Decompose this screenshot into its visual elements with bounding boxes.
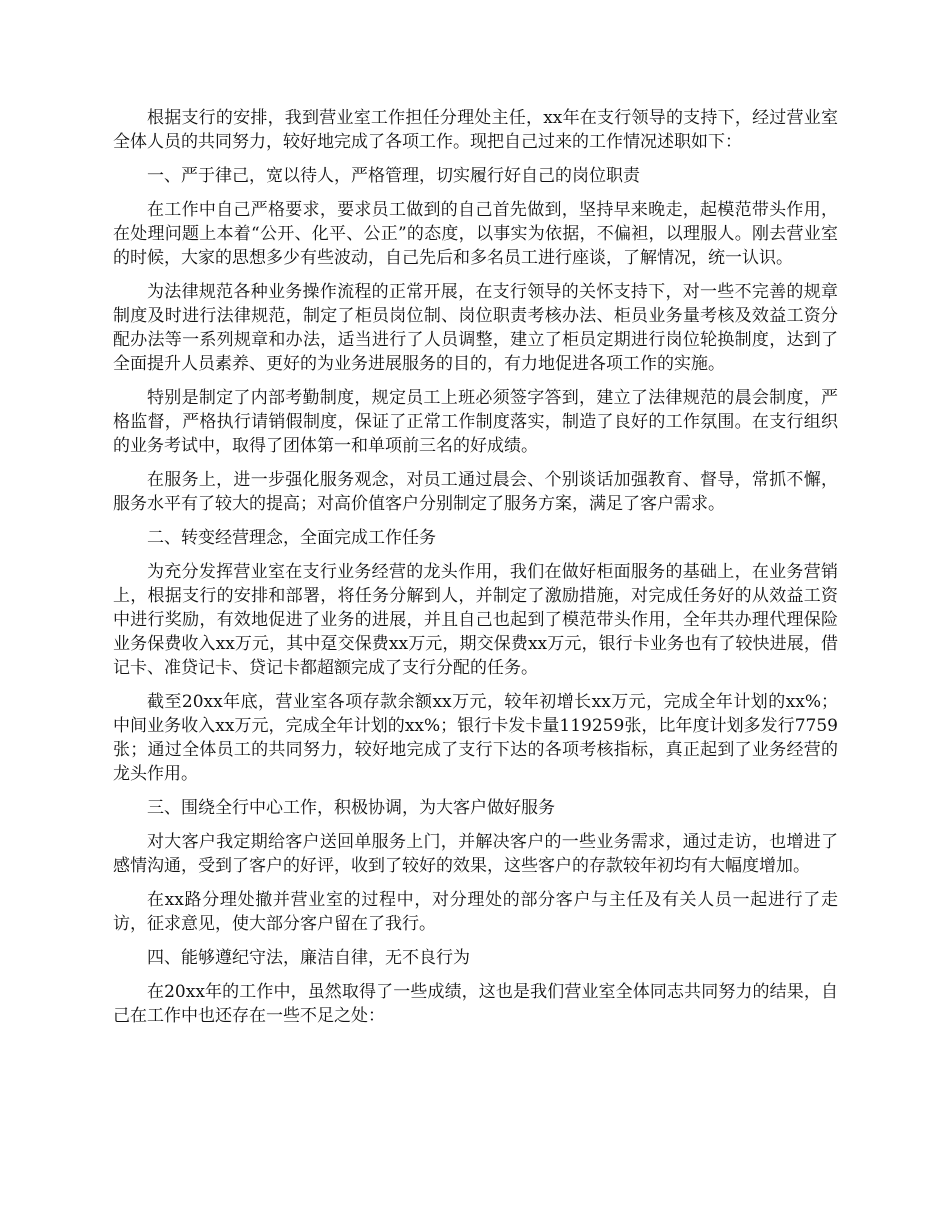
document-body xyxy=(113,106,838,1038)
paragraph: 在工作中自己严格要求，要求员工做到的自己首先做到，坚持早来晚走，起模范带头作用，在处理问题上本着“公开、化平、公正”的态度，以事实为依据，不偏袒，以理服人。刚去营业室的时候，大家的思想多少有些波动，自己先后和多名员工进行座谈，了解情况，统一认识。 xyxy=(113,200,838,268)
section-heading-2: 二、转变经营理念，全面完成工作任务 xyxy=(147,528,436,548)
paragraph: 对大客户我定期给客户送回单服务上门，并解决客户的一些业务需求，通过走访，也增进了感情沟通，受到了客户的好评，收到了较好的效果，这些客户的存款较年初均有大幅度增加。 xyxy=(113,832,838,876)
paragraph: 在服务上，进一步强化服务观念，对员工通过晨会、个别谈话加强教育、督导，常抓不懈，服务水平有了较大的提高；对高价值客户分别制定了服务方案，满足了客户需求。 xyxy=(113,470,838,514)
paragraph: 为法律规范各种业务操作流程的正常开展，在支行领导的关怀支持下，对一些不完善的规章制度及时进行法律规范，制定了柜员岗位制、岗位职责考核办法、柜员业务量考核及效益工资分配办法等一系列规章和办法，适当进行了人员调整，建立了柜员定期进行岗位轮换制度，达到了全面提升人员素养、更好的为业务进展服务的目的，有力地促进各项工作的实施。 xyxy=(113,282,838,374)
section-heading-3: 三、围绕全行中心工作，积极协调，为大客户做好服务 xyxy=(147,798,555,818)
paragraph-intro: 根据支行的安排，我到营业室工作担任分理处主任，xx年在支行领导的支持下，经过营业室全体人员的共同努力，较好地完成了各项工作。现把自己过来的工作情况述职如下： xyxy=(113,108,838,152)
section-heading-4: 四、能够遵纪守法，廉洁自律，无不良行为 xyxy=(147,948,470,968)
paragraph: 在20xx年的工作中，虽然取得了一些成绩，这也是我们营业室全体同志共同努力的结果，自己在工作中也还存在一些不足之处： xyxy=(113,982,838,1026)
paragraph: 在xx路分理处撤并营业室的过程中，对分理处的部分客户与主任及有关人员一起进行了走访，征求意见，使大部分客户留在了我行。 xyxy=(113,890,838,934)
paragraph: 为充分发挥营业室在支行业务经营的龙头作用，我们在做好柜面服务的基础上，在业务营销上，根据支行的安排和部署，将任务分解到人，并制定了激励措施，对完成任务好的从效益工资中进行奖励，有效地促进了业务的进展，并且自己也起到了模范带头作用，全年共办理代理保险业务保费收入xx万元，其中趸交保费xx万元，期交保费xx万元，银行卡业务也有了较快进展，借记卡、准贷记卡、贷记卡都超额完成了支行分配的任务。 xyxy=(113,562,838,678)
paragraph: 特别是制定了内部考勤制度，规定员工上班必须签字答到，建立了法律规范的晨会制度，严格监督，严格执行请销假制度，保证了正常工作制度落实，制造了良好的工作氛围。在支行组织的业务考试中，取得了团体第一和单项前三名的好成绩。 xyxy=(113,388,838,456)
paragraph: 截至20xx年底，营业室各项存款余额xx万元，较年初增长xx万元，完成全年计划的xx%；中间业务收入xx万元，完成全年计划的xx%；银行卡发卡量119259张，比年度计划多发行7759张；通过全体员工的共同努力，较好地完成了支行下达的各项考核指标，真正起到了业务经营的龙头作用。 xyxy=(113,692,838,784)
section-heading-1: 一、严于律己，宽以待人，严格管理，切实履行好自己的岗位职责 xyxy=(147,166,640,186)
